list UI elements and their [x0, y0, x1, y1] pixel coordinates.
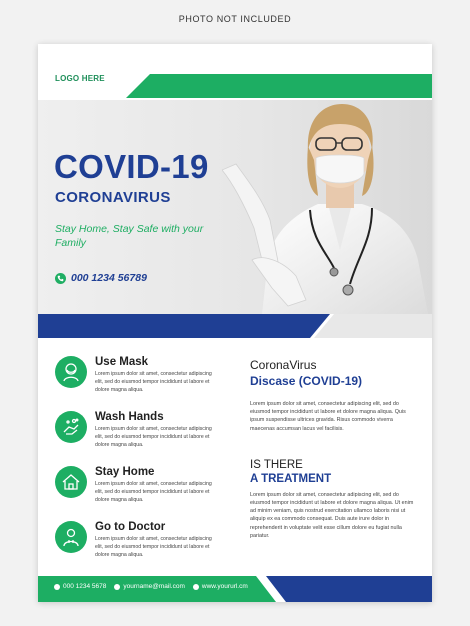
- phone-icon: [54, 584, 60, 590]
- feature-title: Go to Doctor: [95, 521, 166, 533]
- globe-icon: [193, 584, 199, 590]
- hero-tagline: Stay Home, Stay Safe with your Family: [55, 223, 204, 249]
- list-item: [55, 464, 225, 519]
- photo-not-included-caption: PHOTO NOT INCLUDED: [178, 14, 292, 24]
- feature-title: Use Mask: [95, 356, 149, 368]
- home-icon: [55, 466, 87, 498]
- prevention-list: [55, 354, 225, 574]
- phone-icon: [55, 273, 66, 284]
- header-green-stripe: [126, 74, 432, 98]
- footer-phone-text: 000 1234 5678: [63, 583, 107, 590]
- feature-text: Lorem ipsum dolor sit amet, consectetur adipiscing elit, sed do eiusmod tempor incididunt ut labore et dolore magna aliqua.: [95, 536, 212, 558]
- feature-title: Stay Home: [95, 466, 155, 478]
- footer-web: [193, 583, 248, 590]
- footer-phone: [54, 583, 106, 590]
- hand-wash-icon: [55, 411, 87, 443]
- treatment-heading-1: IS THERE: [250, 458, 303, 471]
- treatment-heading-2: A TREATMENT: [250, 472, 332, 485]
- feature-text: Lorem ipsum dolor sit amet, consectetur adipiscing elit, sed do eiusmod tempor incididunt ut labore et dolore magna aliqua.: [95, 426, 212, 448]
- info-paragraph-1: Lorem ipsum dolor sit amet, consectetur adipiscing elit, sed do eiusmod tempor incididunt ut labore et dolore magna aliqua. Quis ipsum suspendisse ultrices gravida. Risus commodo viverra maecenas accumsan lacus vel facilisis.: [250, 401, 406, 432]
- feature-text: Lorem ipsum dolor sit amet, consectetur adipiscing elit, sed do eiusmod tempor incididunt ut labore et dolore magna aliqua.: [95, 481, 212, 503]
- hero-subtitle: CORONAVIRUS: [55, 189, 171, 206]
- footer-web-text: www.yoururl.cm: [201, 583, 248, 590]
- info-paragraph-2: Lorem ipsum dolor sit amet, consectetur adipiscing elit, sed do eiusmod tempor incididunt ut labore et dolore magna aliqua. Ut enim ad minim veniam, quis nostrud exercitation ullamco laboris nisi ut aliquip ex ea commodo consequat. Duis aute irure dolor in reprehenderit in voluptate velit esse cillum dolore eu fugiat nulla pariatur.: [250, 491, 414, 539]
- info-column: [250, 358, 416, 540]
- doctor-photo: [222, 100, 432, 314]
- mask-icon: [55, 356, 87, 388]
- feature-text: Lorem ipsum dolor sit amet, consectetur adipiscing elit, sed do eiusmod tempor incididunt ut labore et dolore magna aliqua.: [95, 371, 212, 393]
- hero-section: [38, 100, 432, 314]
- hero-phone: [55, 272, 147, 284]
- footer-email: [114, 583, 185, 590]
- info-heading-1: CoronaVirus: [250, 358, 317, 372]
- footer-email-text: yourname@mail.com: [123, 583, 185, 590]
- list-item: [55, 519, 225, 574]
- mail-icon: [114, 584, 120, 590]
- covid-flyer: [38, 44, 432, 602]
- hero-phone-number: 000 1234 56789: [71, 272, 147, 284]
- flyer-header: [38, 44, 432, 100]
- doctor-icon: [55, 521, 87, 553]
- hero-title: COVID-19: [54, 148, 209, 185]
- info-heading-2: Discase (COVID-19): [250, 374, 363, 388]
- feature-title: Wash Hands: [95, 411, 164, 423]
- footer-contacts: [54, 583, 248, 590]
- list-item: [55, 409, 225, 464]
- logo-placeholder: LOGO HERE: [55, 74, 105, 83]
- list-item: [55, 354, 225, 409]
- blue-divider-band: [38, 314, 432, 338]
